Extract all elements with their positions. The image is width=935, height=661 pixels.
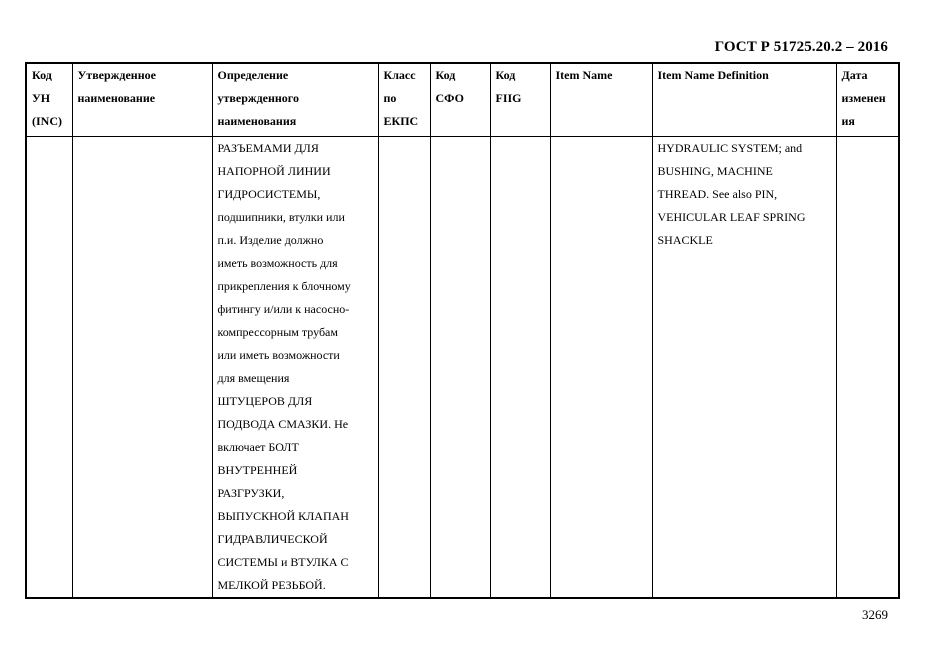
cell-sfo-code	[430, 137, 490, 599]
header-label: Дата изменен ия	[841, 68, 886, 128]
header-ekps-class	[378, 63, 430, 137]
header-label: Item Name Definition	[657, 68, 769, 82]
header-label: Класс по ЕКПС	[383, 68, 419, 128]
header-sfo-code	[430, 63, 490, 137]
header-label: Код СФО	[435, 68, 464, 105]
cell-ekps-class	[378, 137, 430, 599]
page-number: 3269	[862, 607, 888, 622]
header-inc	[26, 63, 72, 137]
table-header-row	[26, 63, 899, 137]
cell-inc	[26, 137, 72, 599]
header-label: Утвержденное наименование	[77, 68, 156, 105]
header-approved-name	[72, 63, 212, 137]
header-label: Item Name	[555, 68, 613, 82]
document-standard-header: ГОСТ Р 51725.20.2 – 2016	[714, 39, 888, 55]
catalog-table	[25, 62, 900, 599]
definition-text: РАЗЪЕМАМИ ДЛЯ НАПОРНОЙ ЛИНИИ ГИДРОСИСТЕМЫ, подшипники, втулки или п.и. Изделие должно иметь возможность для прикрепления к блочному фитингу и/или к насосно- компрессорным трубам или иметь возможности для вмещения ШТУЦЕРОВ ДЛЯ ПОДВОДА СМАЗКИ. Не включает БОЛТ ВНУТРЕННЕЙ РАЗГРУЗКИ, ВЫПУСКНОЙ КЛАПАН ГИДРАВЛИЧЕСКОЙ СИСТЕМЫ и ВТУЛКА С МЕЛКОЙ РЕЗЬБОЙ.	[217, 141, 351, 592]
header-definition	[212, 63, 378, 137]
header-label: Код FIIG	[495, 68, 522, 105]
cell-approved-name	[72, 137, 212, 599]
header-item-name-definition	[652, 63, 836, 137]
table-row	[26, 137, 899, 599]
header-change-date	[836, 63, 899, 137]
cell-item-name	[550, 137, 652, 599]
header-label: Код УН (INC)	[32, 68, 62, 128]
item-name-definition-text: HYDRAULIC SYSTEM; and BUSHING, MACHINE THREAD. See also PIN, VEHICULAR LEAF SPRING SHACKLE	[657, 141, 806, 247]
header-fiig-code	[490, 63, 550, 137]
header-item-name	[550, 63, 652, 137]
cell-item-name-definition	[652, 137, 836, 599]
cell-change-date	[836, 137, 899, 599]
cell-fiig-code	[490, 137, 550, 599]
header-label: Определение утвержденного наименования	[217, 68, 299, 128]
cell-definition	[212, 137, 378, 599]
